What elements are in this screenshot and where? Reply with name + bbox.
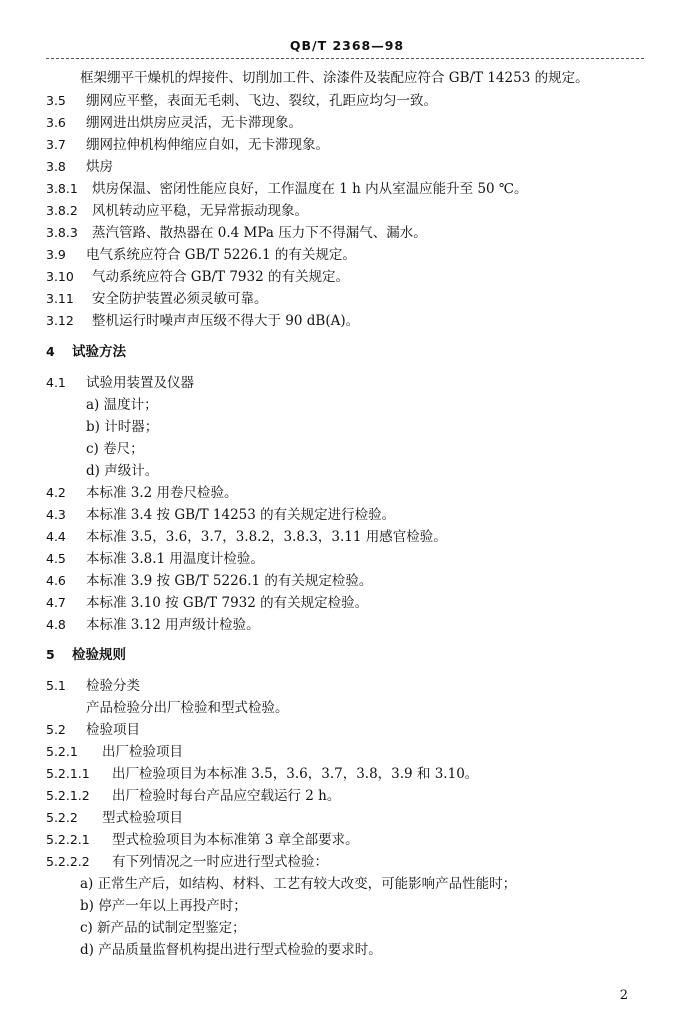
clause-3-5: 3.5 绷网应平整，表面无毛刺、飞边、裂纹，孔距应均匀一致。	[46, 93, 437, 109]
list-item: a) 正常生产后，如结构、材料、工艺有较大改变，可能影响产品性能时；	[80, 876, 517, 892]
list-item: d) 声级计。	[86, 463, 159, 479]
text-line: 产品检验分出厂检验和型式检验。	[86, 700, 289, 716]
clause-5-2-1-2: 5.2.1.2 出厂检验时每台产品应空载运行 2 h。	[46, 788, 341, 804]
clause-3-10: 3.10 气动系统应符合 GB/T 7932 的有关规定。	[46, 269, 349, 285]
page-number: 2	[619, 988, 628, 1003]
clause-5-2-2: 5.2.2 型式检验项目	[46, 810, 183, 826]
clause-5-2-2-1: 5.2.2.1 型式检验项目为本标准第 3 章全部要求。	[46, 832, 359, 848]
clause-4-7: 4.7 本标准 3.10 按 GB/T 7932 的有关规定检验。	[46, 595, 369, 611]
clause-5-1: 5.1 检验分类	[46, 678, 140, 694]
section-4-heading: 4 试验方法	[46, 344, 126, 360]
clause-4-6: 4.6 本标准 3.9 按 GB/T 5226.1 的有关规定检验。	[46, 573, 373, 589]
clause-4-2: 4.2 本标准 3.2 用卷尺检验。	[46, 485, 238, 501]
list-item: b) 停产一年以上再投产时；	[80, 898, 247, 914]
clause-3-11: 3.11 安全防护装置必须灵敏可靠。	[46, 291, 268, 307]
clause-5-2-2-2: 5.2.2.2 有下列情况之一时应进行型式检验：	[46, 854, 328, 870]
list-item: b) 计时器；	[86, 419, 159, 435]
clause-4-4: 4.4 本标准 3.5，3.6，3.7，3.8.2，3.8.3，3.11 用感官检验。	[46, 529, 447, 545]
standard-code-header: QB/T 2368—98	[289, 38, 405, 53]
section-5-heading: 5 检验规则	[46, 647, 126, 663]
clause-4-3: 4.3 本标准 3.4 按 GB/T 14253 的有关规定进行检验。	[46, 507, 396, 523]
clause-3-8-3: 3.8.3 蒸汽管路、散热器在 0.4 MPa 压力下不得漏气、漏水。	[46, 225, 427, 241]
clause-3-9: 3.9 电气系统应符合 GB/T 5226.1 的有关规定。	[46, 247, 356, 263]
clause-4-5: 4.5 本标准 3.8.1 用温度计检验。	[46, 551, 264, 567]
clause-3-8: 3.8 烘房	[46, 159, 113, 175]
clause-4-8: 4.8 本标准 3.12 用声级计检验。	[46, 617, 260, 633]
list-item: c) 卷尺；	[86, 441, 144, 457]
clause-3-7: 3.7 绷网拉伸机构伸缩应自如，无卡滞现象。	[46, 137, 329, 153]
clause-3-6: 3.6 绷网进出烘房应灵活，无卡滞现象。	[46, 115, 302, 131]
list-item: d) 产品质量监督机构提出进行型式检验的要求时。	[80, 942, 382, 958]
clause-5-2-1-1: 5.2.1.1 出厂检验项目为本标准 3.5，3.6，3.7，3.8，3.9 和 3.10。	[46, 766, 479, 782]
text-line: 框架绷平干燥机的焊接件、切削加工件、涂漆件及装配应符合 GB/T 14253 的规定。	[80, 70, 589, 86]
header-divider	[46, 58, 644, 59]
clause-4-1: 4.1 试验用装置及仪器	[46, 375, 194, 391]
list-item: a) 温度计；	[86, 397, 158, 413]
clause-5-2-1: 5.2.1 出厂检验项目	[46, 744, 183, 760]
clause-5-2: 5.2 检验项目	[46, 722, 140, 738]
clause-3-12: 3.12 整机运行时噪声声压级不得大于 90 dB(A)。	[46, 313, 360, 329]
clause-3-8-2: 3.8.2 风机转动应平稳，无异常振动现象。	[46, 203, 308, 219]
list-item: c) 新产品的试制定型鉴定；	[80, 920, 246, 936]
clause-3-8-1: 3.8.1 烘房保温、密闭性能应良好，工作温度在 1 h 内从室温应能升至 50 ℃。	[46, 181, 528, 197]
